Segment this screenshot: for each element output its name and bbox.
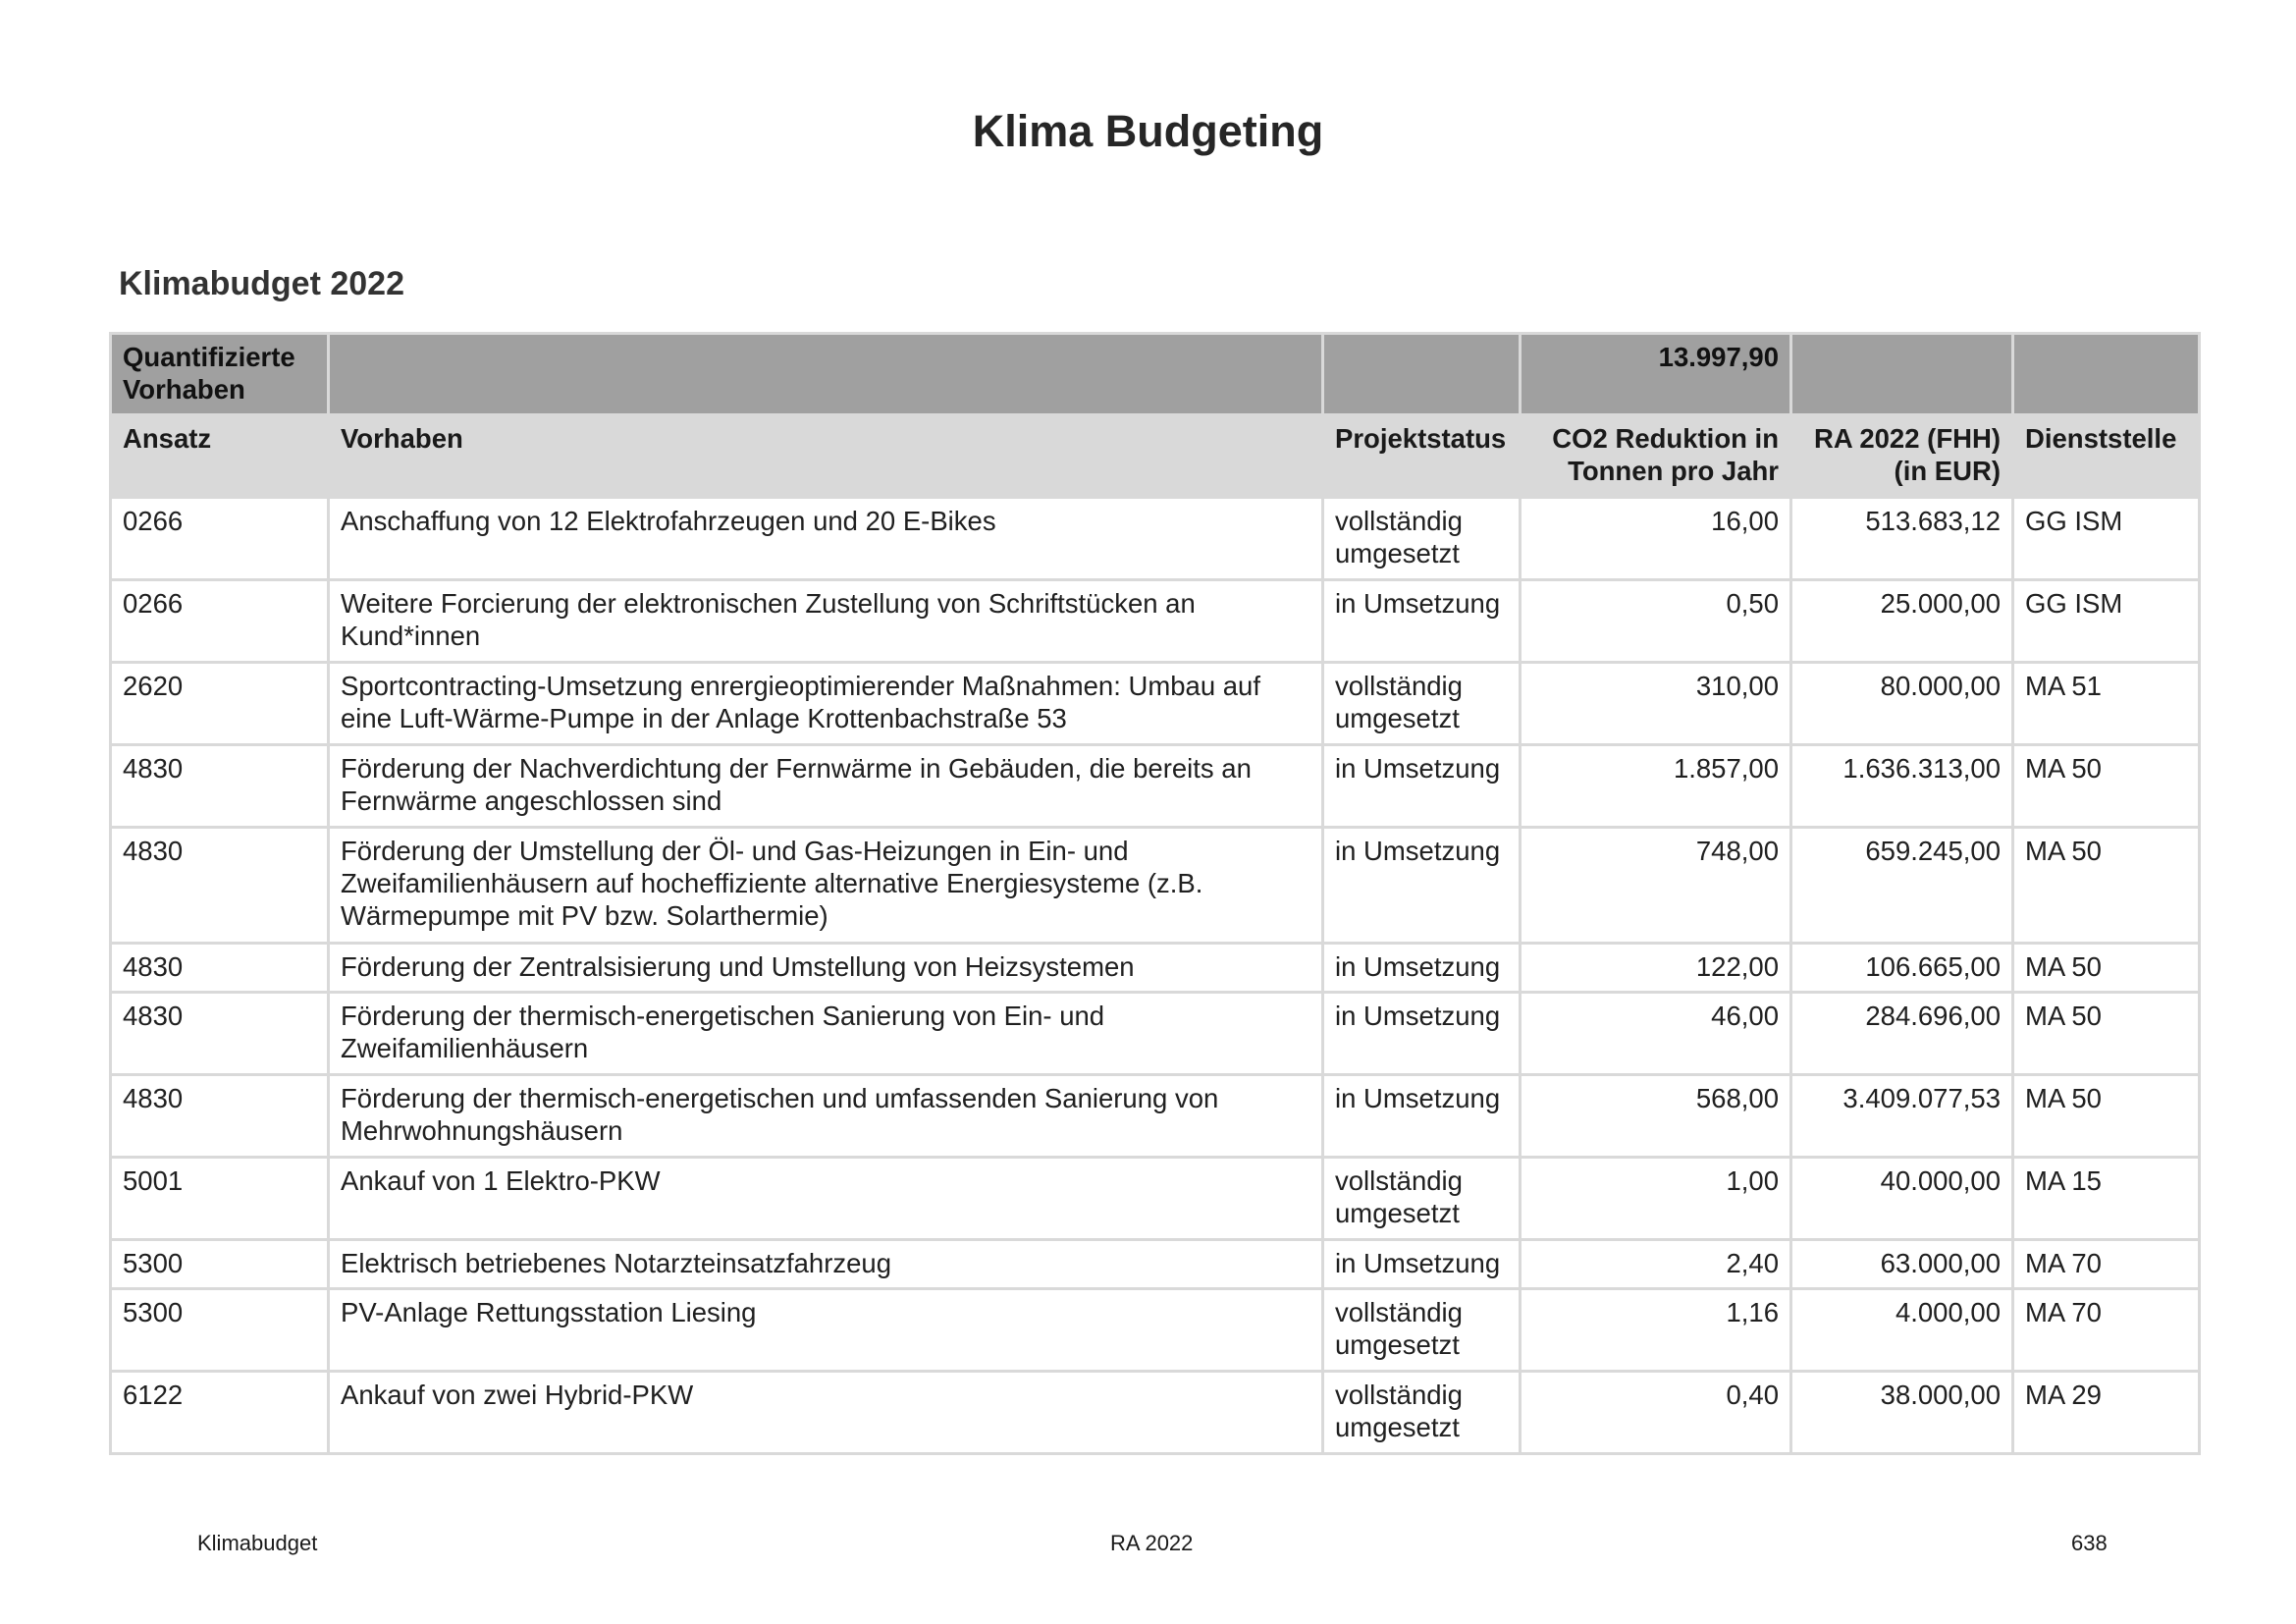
cell-ansatz: 4830: [111, 745, 329, 828]
table-row: [111, 1289, 2200, 1372]
cell-status: in Umsetzung: [1323, 944, 1521, 993]
footer-document-name: Klimabudget: [197, 1531, 318, 1555]
cell-ra: 4.000,00: [1791, 1289, 2013, 1372]
column-header-ansatz: Ansatz: [111, 415, 329, 498]
group-header-empty: [2013, 334, 2200, 415]
cell-ansatz: 4830: [111, 944, 329, 993]
cell-ansatz: 4830: [111, 828, 329, 944]
column-header-row: [111, 415, 2200, 498]
cell-co2: 46,00: [1521, 993, 1791, 1075]
page-title: Klima Budgeting: [972, 106, 1324, 156]
cell-vorhaben: Elektrisch betriebenes Notarzteinsatzfahrzeug: [329, 1240, 1323, 1289]
cell-vorhaben: Anschaffung von 12 Elektrofahrzeugen und 20 E-Bikes: [329, 498, 1323, 580]
cell-ra: 284.696,00: [1791, 993, 2013, 1075]
cell-dienststelle: MA 29: [2013, 1372, 2200, 1454]
cell-vorhaben: Förderung der Umstellung der Öl- und Gas-Heizungen in Ein- und Zweifamilienhäusern auf hocheffiziente alternative Energiesysteme (z.B. Wärmepumpe mit PV bzw. Solarthermie): [329, 828, 1323, 944]
table-row: [111, 993, 2200, 1075]
cell-dienststelle: MA 15: [2013, 1158, 2200, 1240]
cell-ra: 63.000,00: [1791, 1240, 2013, 1289]
table-row: [111, 580, 2200, 663]
cell-status: in Umsetzung: [1323, 1240, 1521, 1289]
column-header-co2: CO2 Reduktion in Tonnen pro Jahr: [1521, 415, 1791, 498]
cell-status: in Umsetzung: [1323, 580, 1521, 663]
group-header-label: Quantifizierte Vorhaben: [111, 334, 329, 415]
cell-co2: 1.857,00: [1521, 745, 1791, 828]
column-header-ra: RA 2022 (FHH) (in EUR): [1791, 415, 2013, 498]
cell-status: in Umsetzung: [1323, 828, 1521, 944]
cell-ra: 659.245,00: [1791, 828, 2013, 944]
cell-co2: 0,50: [1521, 580, 1791, 663]
cell-vorhaben: Förderung der thermisch-energetischen Sanierung von Ein- und Zweifamilienhäusern: [329, 993, 1323, 1075]
cell-dienststelle: MA 50: [2013, 993, 2200, 1075]
cell-ra: 3.409.077,53: [1791, 1075, 2013, 1158]
cell-vorhaben: Ankauf von zwei Hybrid-PKW: [329, 1372, 1323, 1454]
column-header-projektstatus: Projektstatus: [1323, 415, 1521, 498]
section-title: Klimabudget 2022: [119, 265, 404, 302]
cell-dienststelle: MA 70: [2013, 1240, 2200, 1289]
table-row: [111, 498, 2200, 580]
cell-vorhaben: Weitere Forcierung der elektronischen Zustellung von Schriftstücken an Kund*innen: [329, 580, 1323, 663]
cell-dienststelle: GG ISM: [2013, 498, 2200, 580]
cell-vorhaben: Sportcontracting-Umsetzung enrergieoptimierender Maßnahmen: Umbau auf eine Luft-Wärme-Pumpe in der Anlage Krottenbachstraße 53: [329, 663, 1323, 745]
footer-page-number: 638: [2071, 1531, 2108, 1555]
cell-status: vollständig umgesetzt: [1323, 1158, 1521, 1240]
group-header-empty: [329, 334, 1323, 415]
cell-ra: 106.665,00: [1791, 944, 2013, 993]
cell-status: in Umsetzung: [1323, 993, 1521, 1075]
cell-status: in Umsetzung: [1323, 745, 1521, 828]
table-row: [111, 663, 2200, 745]
cell-status: vollständig umgesetzt: [1323, 1289, 1521, 1372]
group-header-empty: [1791, 334, 2013, 415]
cell-vorhaben: PV-Anlage Rettungsstation Liesing: [329, 1289, 1323, 1372]
cell-ansatz: 0266: [111, 580, 329, 663]
cell-dienststelle: MA 50: [2013, 828, 2200, 944]
cell-status: vollständig umgesetzt: [1323, 663, 1521, 745]
cell-ansatz: 5300: [111, 1240, 329, 1289]
cell-ra: 513.683,12: [1791, 498, 2013, 580]
cell-ansatz: 4830: [111, 993, 329, 1075]
cell-status: vollständig umgesetzt: [1323, 1372, 1521, 1454]
cell-vorhaben: Förderung der Zentralsisierung und Umstellung von Heizsystemen: [329, 944, 1323, 993]
cell-vorhaben: Förderung der Nachverdichtung der Fernwärme in Gebäuden, die bereits an Fernwärme angeschlossen sind: [329, 745, 1323, 828]
cell-co2: 1,00: [1521, 1158, 1791, 1240]
table-row: [111, 1372, 2200, 1454]
cell-ra: 80.000,00: [1791, 663, 2013, 745]
cell-ansatz: 0266: [111, 498, 329, 580]
footer-report-name: RA 2022: [1110, 1531, 1194, 1555]
table-row: [111, 1158, 2200, 1240]
table-row: [111, 1075, 2200, 1158]
cell-ansatz: 2620: [111, 663, 329, 745]
cell-dienststelle: MA 50: [2013, 944, 2200, 993]
cell-ansatz: 4830: [111, 1075, 329, 1158]
table-row: [111, 828, 2200, 944]
cell-ansatz: 6122: [111, 1372, 329, 1454]
cell-dienststelle: MA 51: [2013, 663, 2200, 745]
cell-dienststelle: GG ISM: [2013, 580, 2200, 663]
cell-ra: 1.636.313,00: [1791, 745, 2013, 828]
cell-status: in Umsetzung: [1323, 1075, 1521, 1158]
cell-ra: 25.000,00: [1791, 580, 2013, 663]
group-header-empty: [1323, 334, 1521, 415]
cell-co2: 568,00: [1521, 1075, 1791, 1158]
cell-co2: 310,00: [1521, 663, 1791, 745]
cell-dienststelle: MA 50: [2013, 745, 2200, 828]
cell-co2: 1,16: [1521, 1289, 1791, 1372]
cell-dienststelle: MA 50: [2013, 1075, 2200, 1158]
cell-dienststelle: MA 70: [2013, 1289, 2200, 1372]
cell-vorhaben: Ankauf von 1 Elektro-PKW: [329, 1158, 1323, 1240]
co2-total: 13.997,90: [1521, 334, 1791, 415]
cell-co2: 16,00: [1521, 498, 1791, 580]
cell-ansatz: 5001: [111, 1158, 329, 1240]
cell-vorhaben: Förderung der thermisch-energetischen und umfassenden Sanierung von Mehrwohnungshäusern: [329, 1075, 1323, 1158]
column-header-dienststelle: Dienststelle: [2013, 415, 2200, 498]
table-row: [111, 1240, 2200, 1289]
column-header-vorhaben: Vorhaben: [329, 415, 1323, 498]
cell-co2: 2,40: [1521, 1240, 1791, 1289]
table-row: [111, 745, 2200, 828]
climate-budget-table: [109, 332, 2201, 1455]
cell-ra: 38.000,00: [1791, 1372, 2013, 1454]
cell-status: vollständig umgesetzt: [1323, 498, 1521, 580]
cell-co2: 748,00: [1521, 828, 1791, 944]
cell-co2: 0,40: [1521, 1372, 1791, 1454]
group-header-row: [111, 334, 2200, 415]
cell-co2: 122,00: [1521, 944, 1791, 993]
cell-ra: 40.000,00: [1791, 1158, 2013, 1240]
table-row: [111, 944, 2200, 993]
cell-ansatz: 5300: [111, 1289, 329, 1372]
